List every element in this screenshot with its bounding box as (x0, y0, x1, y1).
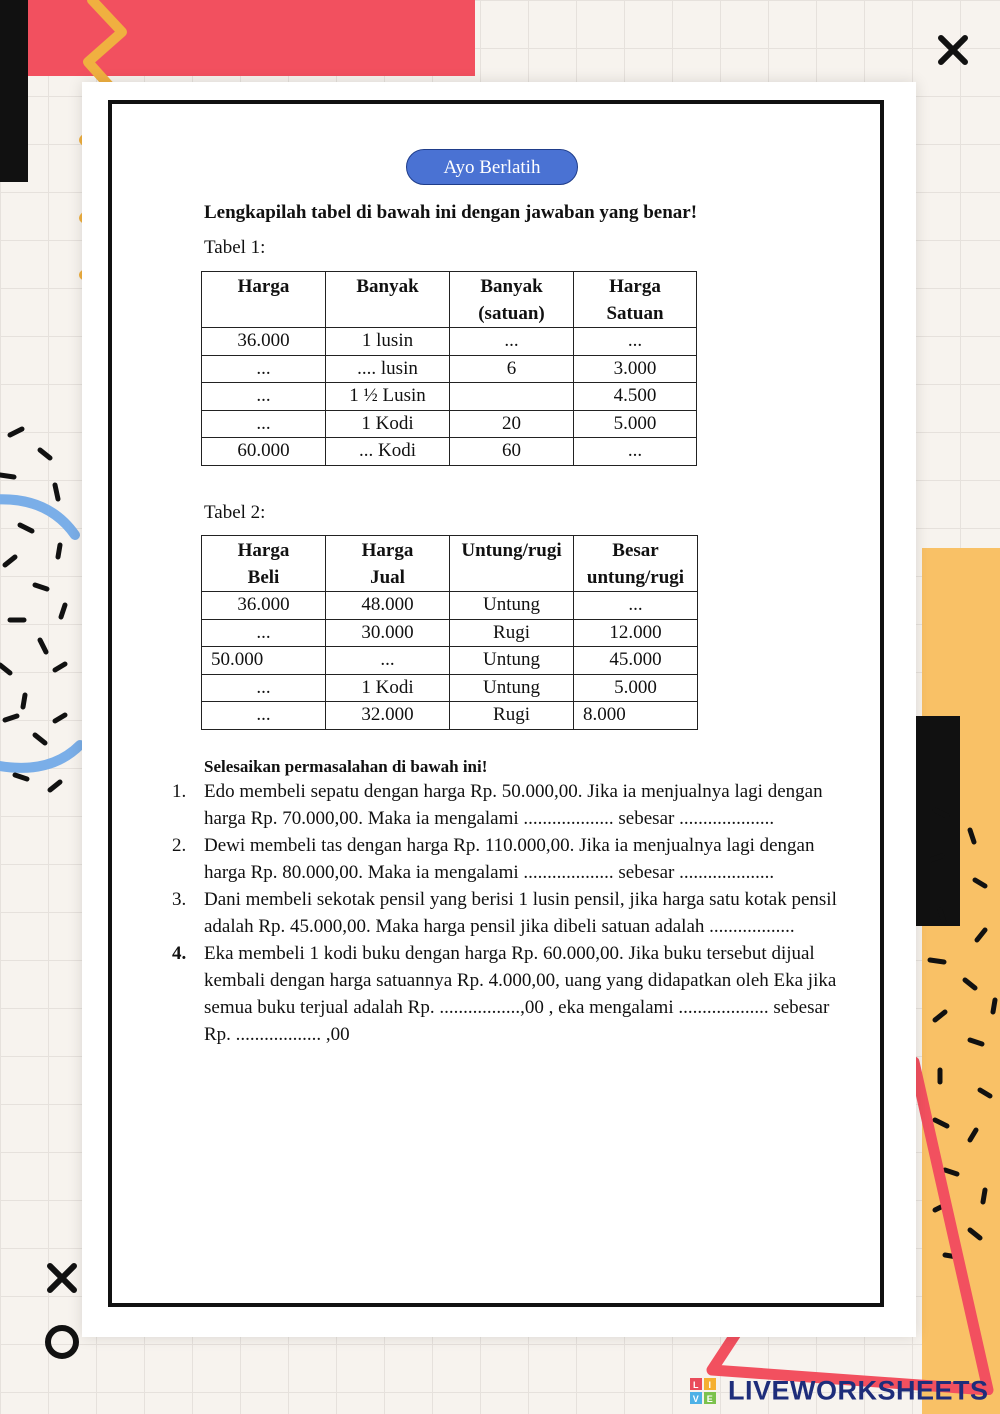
table-cell: ... (574, 328, 697, 356)
table-cell: ... (202, 619, 326, 647)
table-header-cell: Banyak (326, 272, 450, 328)
table-cell: ... (202, 410, 326, 438)
table-cell: ... (202, 355, 326, 383)
table-cell: Untung (450, 647, 574, 675)
table-cell: 1 Kodi (326, 674, 450, 702)
table-row (202, 410, 697, 438)
table-cell: 1 ½ Lusin (326, 383, 450, 411)
table-cell: Rugi (450, 702, 574, 730)
table-row (202, 383, 697, 411)
table-cell: 30.000 (326, 619, 450, 647)
table-row (202, 592, 698, 620)
table-row (202, 328, 697, 356)
table-row (202, 355, 697, 383)
table-cell: 60.000 (202, 438, 326, 466)
table-cell: ... (326, 647, 450, 675)
table-cell: .... lusin (326, 355, 450, 383)
table-row (202, 438, 697, 466)
problem-item (158, 778, 838, 832)
table-cell: ... (574, 438, 697, 466)
table-header-cell: Harga Beli (202, 536, 326, 592)
black-bar-decoration (0, 0, 28, 182)
problem-item (158, 940, 838, 1048)
table1-label: Tabel 1: (204, 237, 266, 258)
table-header-cell: Banyak (satuan) (450, 272, 574, 328)
table-cell: 36.000 (202, 328, 326, 356)
brand-text: LIVEWORKSHEETS (728, 1375, 989, 1406)
table-2 (201, 535, 698, 730)
x-decoration (935, 32, 971, 68)
problem-number: 4. (172, 943, 187, 964)
table-cell: 60 (450, 438, 574, 466)
table-row (202, 674, 698, 702)
x-decoration (44, 1260, 80, 1296)
table-cell: 48.000 (326, 592, 450, 620)
table-cell: 5.000 (574, 674, 698, 702)
table-cell: 32.000 (326, 702, 450, 730)
table-cell: 8.000 (574, 702, 698, 730)
table-cell: ... (574, 592, 698, 620)
section-title: Selesaikan permasalahan di bawah ini! (204, 757, 488, 776)
problem-text: Eka membeli 1 kodi buku dengan harga Rp. 60.000,00. Jika buku tersebut dijual kembali dengan harga satuannya Rp. 4.000,00, uang yang didapatkan oleh Eka jika semua buku terjual adalah Rp. .................,00 , eka mengalami ................... sebesar Rp. .................. ,00 (204, 943, 837, 1045)
svg-text:I: I (708, 1379, 712, 1390)
problem-item (158, 832, 838, 886)
table-1 (201, 271, 697, 466)
table-cell: ... (202, 383, 326, 411)
problem-list (158, 778, 838, 1048)
table-cell: ... (202, 702, 326, 730)
problem-text: Edo membeli sepatu dengan harga Rp. 50.000,00. Jika ia menjualnya lagi dengan harga Rp. 70.000,00. Maka ia mengalami ................... sebesar .................... (204, 781, 823, 829)
table-cell (450, 383, 574, 411)
table-cell: 1 Kodi (326, 410, 450, 438)
table-cell: 50.000 (202, 647, 326, 675)
table-cell: 1 lusin (326, 328, 450, 356)
table-cell: Untung (450, 592, 574, 620)
problem-text: Dani membeli sekotak pensil yang berisi 1 lusin pensil, jika harga satu kotak pensil adalah Rp. 45.000,00. Maka harga pensil jika dibeli satuan adalah .................. (204, 889, 837, 937)
table-cell: 5.000 (574, 410, 697, 438)
table-cell: ... (202, 674, 326, 702)
table-row (202, 619, 698, 647)
liveworksheets-logo-icon (690, 1378, 716, 1404)
table-cell: 12.000 (574, 619, 698, 647)
table-header-row (202, 536, 698, 592)
problem-text: Dewi membeli tas dengan harga Rp. 110.000,00. Jika ia menjualnya lagi dengan harga Rp. 80.000,00. Maka ia mengalami ................... sebesar .................... (204, 835, 815, 883)
table-cell: 3.000 (574, 355, 697, 383)
problem-number: 3. (172, 889, 187, 910)
table-row (202, 647, 698, 675)
table-cell: Rugi (450, 619, 574, 647)
dots-pattern-left-decoration (0, 415, 90, 815)
svg-text:E: E (706, 1393, 714, 1404)
instruction-text: Lengkapilah tabel di bawah ini dengan jawaban yang benar! (204, 202, 698, 223)
table-cell: 6 (450, 355, 574, 383)
table-cell: 20 (450, 410, 574, 438)
table-header-cell: Harga Satuan (574, 272, 697, 328)
title-badge: Ayo Berlatih (406, 149, 578, 185)
problem-number: 1. (172, 781, 187, 802)
svg-text:L: L (693, 1379, 699, 1390)
table-cell: 36.000 (202, 592, 326, 620)
table-header-cell: Untung/rugi (450, 536, 574, 592)
table-cell: ... (450, 328, 574, 356)
table-header-cell: Besar untung/rugi (574, 536, 698, 592)
table-row (202, 702, 698, 730)
table-header-row (202, 272, 697, 328)
table-cell: 4.500 (574, 383, 697, 411)
table-cell: ... Kodi (326, 438, 450, 466)
problem-number: 2. (172, 835, 187, 856)
table2-label: Tabel 2: (204, 502, 266, 523)
problem-item (158, 886, 838, 940)
svg-text:V: V (692, 1393, 700, 1404)
table-cell: 45.000 (574, 647, 698, 675)
liveworksheets-brand (690, 1374, 989, 1406)
circle-decoration (42, 1322, 82, 1362)
table-header-cell: Harga (202, 272, 326, 328)
table-cell: Untung (450, 674, 574, 702)
table-header-cell: Harga Jual (326, 536, 450, 592)
